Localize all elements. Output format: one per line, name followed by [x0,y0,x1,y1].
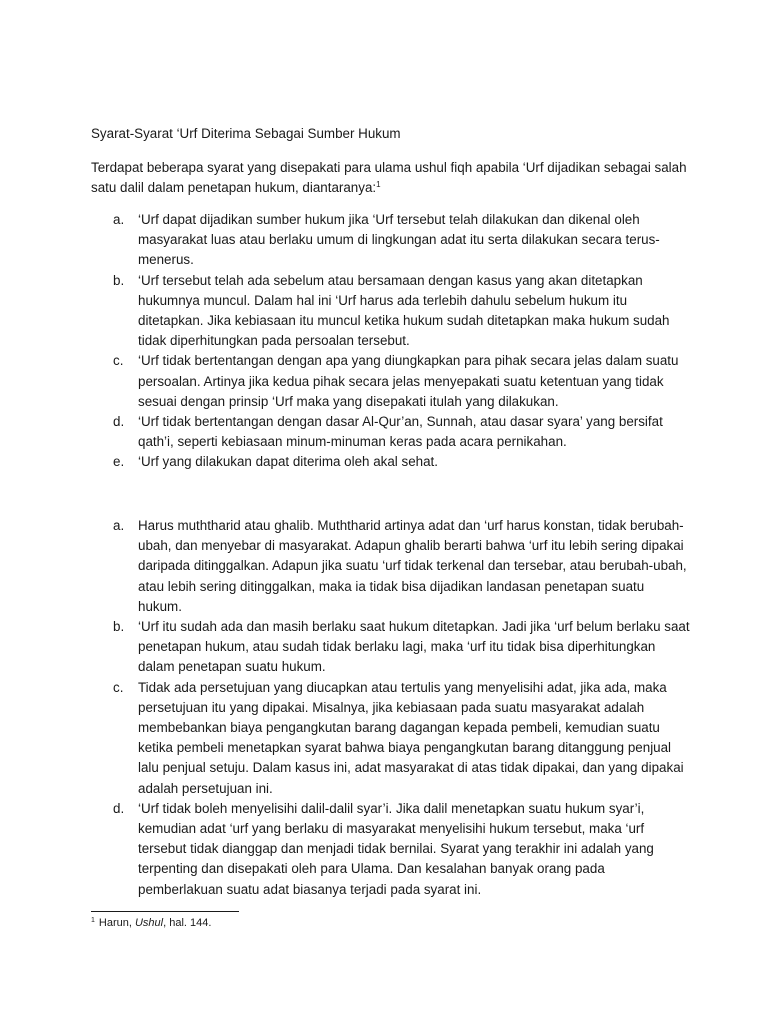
list-item [91,210,691,271]
footnote-author: Harun, [98,917,135,929]
footnote-number: 1 [91,917,95,924]
list-item [91,412,691,452]
list-item-text: ‘Urf tersebut telah ada sebelum atau bersamaan dengan kasus yang akan ditetapkan hukumnya muncul. Dalam hal ini ‘Urf harus ada terlebih dahulu sebelum hukum itu ditetapkan. Jika kebiasaan itu muncul ketika hukum sudah ditetapkan maka hukum sudah tidak diperhitungkan pada persoalan tersebut. [138,272,670,349]
list-item [91,351,691,412]
list-item-text: ‘Urf dapat dijadikan sumber hukum jika ‘Urf tersebut telah dilakukan dan dikenal oleh masyarakat luas atau berlaku umum di lingkungan adat itu serta dilakukan secara terus-menerus. [138,212,660,268]
list-item [91,271,691,352]
list-marker: b. [113,619,125,635]
list-item-text: ‘Urf tidak bertentangan dengan dasar Al-Qur’an, Sunnah, atau dasar syara’ yang bersifat qath’i, seperti kebiasaan minum-minuman keras pada acara pernikahan. [138,414,663,450]
list-marker: d. [113,800,125,816]
list-item-text: Harus muththarid atau ghalib. Muththarid artinya adat dan ‘urf harus konstan, tidak berubah-ubah, dan menyebar di masyarakat. Adapun ghalib berarti bahwa ‘urf itu lebih sering dipakai daripada ditinggalkan. Adapun jika suatu ‘urf tidak terkenal dan tersebar, atau berubah-ubah, atau lebih sering ditinggalkan, maka ia tidak bisa dijadikan landasan penetapan suatu hukum. [138,518,687,614]
footnote-page: , hal. 144. [163,917,212,929]
list-item-text: ‘Urf itu sudah ada dan masih berlaku saat hukum ditetapkan. Jadi jika ‘urf belum berlaku saat penetapan hukum, atau sudah tidak berlaku lagi, maka ‘urf itu tidak bisa diperhitungkan dalam penetapan suatu hukum. [138,619,690,675]
list-item-text: ‘Urf yang dilakukan dapat diterima oleh akal sehat. [138,454,438,470]
intro-paragraph [91,158,691,199]
list-item [91,452,691,472]
conditions-list-2 [91,516,691,900]
list-marker: a. [113,212,125,227]
footnote [91,915,211,931]
footnote-separator [91,911,239,912]
footnote-work: Ushul [134,917,164,929]
list-item [91,799,691,900]
list-marker: b. [113,272,125,288]
intro-text: Terdapat beberapa syarat yang disepakati para ulama ushul fiqh apabila ‘Urf dijadikan sebagai salah satu dalil dalam penetapan hukum, diantaranya: [91,160,687,196]
footnote-reference: 1 [376,180,381,190]
list-item [91,678,691,799]
list-marker: c. [113,679,124,695]
list-marker: d. [113,414,125,430]
list-item-text: ‘Urf tidak boleh menyelisihi dalil-dalil syar’i. Jika dalil menetapkan suatu hukum syar’i, kemudian adat ‘urf yang berlaku di masyarakat menyelisihi hukum tersebut, maka ‘urf tersebut tidak dianggap dan menjadi tidak bernilai. Syarat yang terakhir ini adalah yang terpenting dan disepakati oleh para Ulama. Dan kesalahan banyak orang pada pemberlakuan suatu adat biasanya terjadi pada syarat ini. [138,800,654,897]
list-marker: a. [113,518,125,533]
conditions-list-1 [91,210,691,473]
list-item-text: Tidak ada persetujuan yang diucapkan atau tertulis yang menyelisihi adat, jika ada, maka persetujuan itu yang dipakai. Misalnya, jika kebiasaan pada suatu masyarakat adalah membebankan biaya pengangkutan barang dagangan kepada pembeli, kemudian suatu ketika pembeli menetapkan syarat bahwa biaya pengangkutan barang ditanggung penjual lalu penjual setuju. Dalam kasus ini, adat masyarakat di atas tidak dipakai, dan yang dipakai adalah persetujuan ini. [138,679,684,796]
list-item-text: ‘Urf tidak bertentangan dengan apa yang diungkapkan para pihak secara jelas dalam suatu persoalan. Artinya jika kedua pihak secara jelas menyepakati suatu ketentuan yang tidak sesuai dengan prinsip ‘Urf maka yang disepakati itulah yang dilakukan. [138,353,679,409]
list-marker: e. [113,454,125,470]
section-title: Syarat-Syarat ‘Urf Diterima Sebagai Sumber Hukum [91,126,401,141]
list-item [91,617,691,678]
list-item [91,516,691,617]
list-marker: c. [113,353,124,369]
